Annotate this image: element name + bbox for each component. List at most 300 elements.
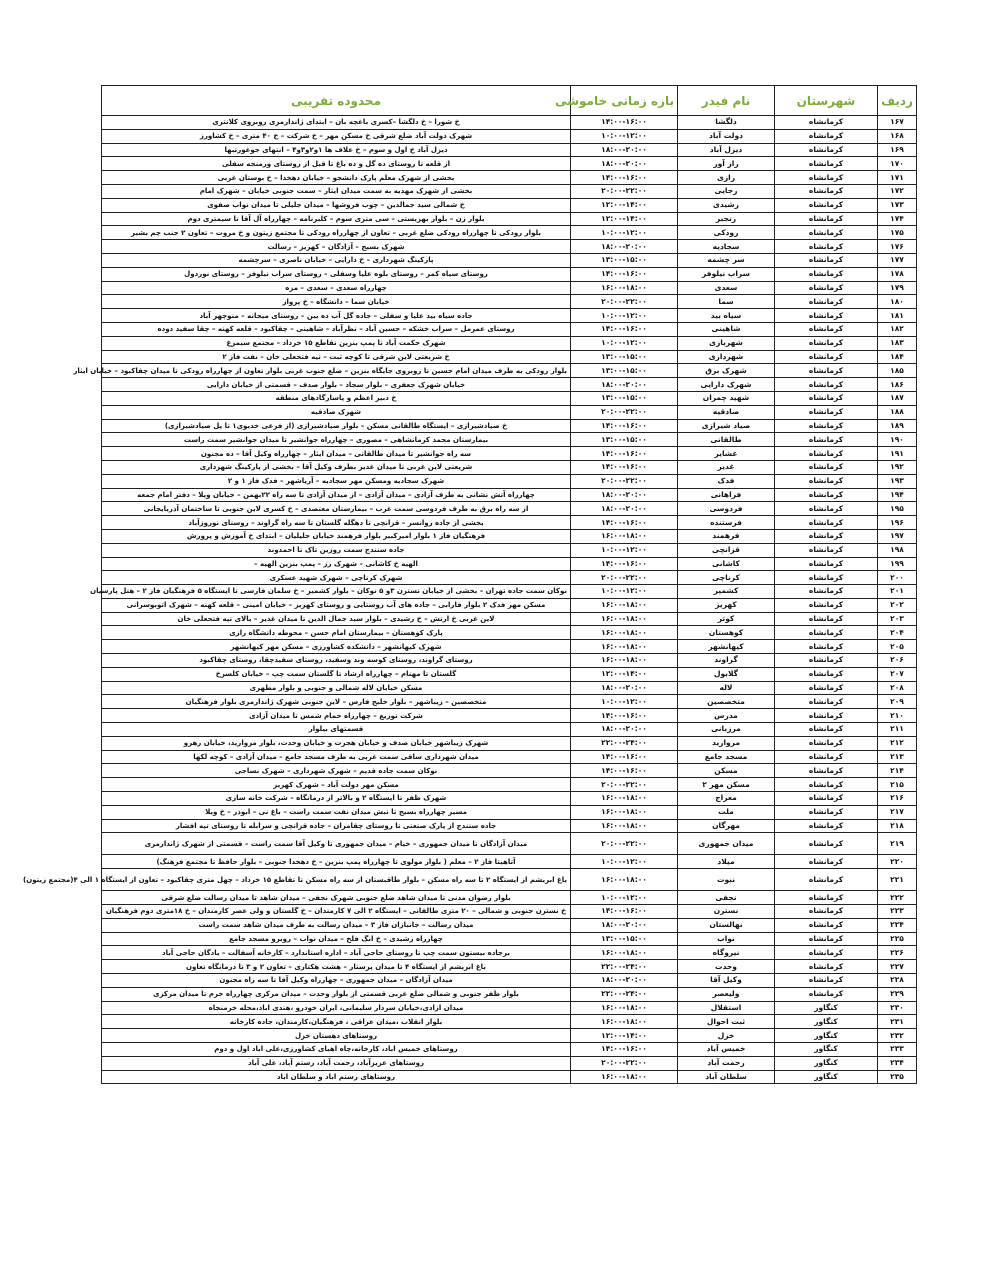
city-cell: کرمانشاه (775, 405, 878, 419)
time-cell: ۱۰:۰۰-۱۲:۰۰ (571, 543, 678, 557)
row-number-cell: ۱۸۴ (878, 350, 917, 364)
area-cell: از سه راه برق به طرف فردوسی سمت غرب – بیمارستان معتضدی – خ کسری لاین جنوبی تا ساختمان آذربایجانی (102, 502, 571, 516)
area-cell: بلوار انقلاب ،میدان عراقی ، فرهنگیان،کارمندان، جاده کارخانه (102, 1015, 571, 1029)
row-number-cell: ۲۱۶ (878, 792, 917, 806)
table-row (102, 869, 917, 891)
feeder-cell: رشیدی (678, 198, 775, 212)
row-number-cell: ۱۷۰ (878, 157, 917, 171)
row-number-cell: ۱۹۵ (878, 502, 917, 516)
row-number-cell: ۲۳۳ (878, 1043, 917, 1057)
feeder-cell: کشمیر (678, 585, 775, 599)
area-cell: برجاده بیستون سمت چپ تا روستای حاجی آباد – اداره استاندارد – کارخانه آسفالت – بادگان حاجی آباد (102, 946, 571, 960)
city-cell: کرمانشاه (775, 750, 878, 764)
area-cell: بلوار رضوان مدنی تا میدان شاهد ضلع جنوبی شهرک نجفی – میدان شاهد تا میدان رسالت ضلع شرقی (102, 891, 571, 905)
table-row (102, 460, 917, 474)
table-row (102, 709, 917, 723)
table-row (102, 987, 917, 1001)
area-cell: شهرک سجادیه ومسکن مهر سجادیه – آریاشهر – فدک فاز ۱ و ۲ (102, 474, 571, 488)
time-cell: ۱۴:۰۰-۱۶:۰۰ (571, 557, 678, 571)
table-row (102, 598, 917, 612)
city-cell: کرمانشاه (775, 226, 878, 240)
time-cell: ۱۶:۰۰-۱۸:۰۰ (571, 626, 678, 640)
table-row (102, 116, 917, 130)
city-cell: کرمانشاه (775, 460, 878, 474)
row-number-cell: ۲۲۸ (878, 974, 917, 988)
time-cell: ۱۳:۰۰-۱۵:۰۰ (571, 433, 678, 447)
area-cell: شهرک صادقیه (102, 405, 571, 419)
feeder-cell: رجایی (678, 184, 775, 198)
area-cell: مسکن مهر فدک ۲ بلوار فارابی – جاده های آب روستایی و روستای کهریز – خیابان امینی – قلعه کهنه – شهرک اتوبوسرانی (102, 598, 571, 612)
feeder-cell: مسجد جامع (678, 750, 775, 764)
city-cell: کرمانشاه (775, 157, 878, 171)
area-cell: روستاهای دهستان خزل (102, 1029, 571, 1043)
city-cell: کرمانشاه (775, 240, 878, 254)
time-cell: ۱۸:۰۰-۲۰:۰۰ (571, 681, 678, 695)
feeder-cell: سما (678, 295, 775, 309)
area-cell: نوکان سمت جاده قدیم – شهرک شهرداری – شهرک نساجی (102, 764, 571, 778)
table-row (102, 792, 917, 806)
city-cell: کرمانشاه (775, 516, 878, 530)
feeder-cell: رودکی (678, 226, 775, 240)
area-cell: شهرک ظفر تا ایستگاه ۲ و بالاتر از درمانگاه – شرکت خانه سازی (102, 792, 571, 806)
city-cell: کرمانشاه (775, 792, 878, 806)
table-row (102, 516, 917, 530)
feeder-cell: مسکن مهر ۲ (678, 778, 775, 792)
time-cell: ۲۰:۰۰-۲۲:۰۰ (571, 474, 678, 488)
area-cell: باغ ابریشم از ایستگاه ۲ تا سه راه مسکن – بلوار طاقبستان از سه راه مسکن تا تقاطع ۱۵ خرداد – چهل متری چقاکبود – تعاون از ایستگاه ۱ الی ۴(مجتمع زیتون) (102, 869, 571, 891)
feeder-cell: صادقیه (678, 405, 775, 419)
feeder-cell: صیاد شیرازی (678, 419, 775, 433)
feeder-cell: نبوت (678, 869, 775, 891)
feeder-cell: ولیعصر (678, 987, 775, 1001)
city-cell: کرمانشاه (775, 626, 878, 640)
row-number-cell: ۲۰۲ (878, 598, 917, 612)
row-number-cell: ۱۹۴ (878, 488, 917, 502)
city-cell: کرمانشاه (775, 723, 878, 737)
table-row (102, 819, 917, 833)
city-cell: کرمانشاه (775, 364, 878, 378)
feeder-cell: نهالستان (678, 918, 775, 932)
feeder-cell: قزانچی (678, 543, 775, 557)
time-cell: ۱۸:۰۰-۲۰:۰۰ (571, 918, 678, 932)
city-cell: کرمانشاه (775, 529, 878, 543)
time-cell: ۱۴:۰۰-۱۶:۰۰ (571, 322, 678, 336)
time-cell: ۱۲:۰۰-۱۴:۰۰ (571, 667, 678, 681)
time-cell: ۱۴:۰۰-۱۶:۰۰ (571, 905, 678, 919)
feeder-cell: سلطان آباد (678, 1070, 775, 1084)
city-cell: کرمانشاه (775, 778, 878, 792)
city-cell: کنگاور (775, 1056, 878, 1070)
city-cell: کرمانشاه (775, 419, 878, 433)
feeder-cell: مدرس (678, 709, 775, 723)
time-cell: ۲۰:۰۰-۲۲:۰۰ (571, 184, 678, 198)
time-cell: ۱۶:۰۰-۱۸:۰۰ (571, 1070, 678, 1084)
row-number-cell: ۲۱۹ (878, 833, 917, 855)
city-cell: کرمانشاه (775, 433, 878, 447)
area-cell: روستاهای رستم اباد و سلطان اباد (102, 1070, 571, 1084)
feeder-cell: نواب (678, 932, 775, 946)
row-number-cell: ۱۷۸ (878, 267, 917, 281)
table-row (102, 1029, 917, 1043)
table-row (102, 1043, 917, 1057)
time-cell: ۱۴:۰۰-۱۶:۰۰ (571, 709, 678, 723)
area-cell: آتاهیتا فاز ۲ – معلم ( بلوار مولوی تا چهارراه پمپ بنزین – خ دهخدا جنوبی – بلوار حافظ تا مجتمع فرهنگ) (102, 855, 571, 869)
feeder-cell: رازی (678, 171, 775, 185)
feeder-cell: رحمت آباد (678, 1056, 775, 1070)
city-cell: کرمانشاه (775, 571, 878, 585)
table-row (102, 502, 917, 516)
row-number-cell: ۲۲۰ (878, 855, 917, 869)
row-number-cell: ۲۲۳ (878, 905, 917, 919)
time-cell: ۱۶:۰۰-۱۸:۰۰ (571, 281, 678, 295)
area-cell: الهیه خ کاشانی – شهرک رز – پمپ بنزین الهیه – (102, 557, 571, 571)
time-cell: ۱۶:۰۰-۱۸:۰۰ (571, 805, 678, 819)
feeder-cell: کوهستان (678, 626, 775, 640)
time-cell: ۱۴:۰۰-۱۶:۰۰ (571, 171, 678, 185)
feeder-cell: گراوند (678, 654, 775, 668)
feeder-cell: کهریز (678, 598, 775, 612)
time-cell: ۱۳:۰۰-۱۵:۰۰ (571, 391, 678, 405)
time-cell: ۱۰:۰۰-۱۲:۰۰ (571, 309, 678, 323)
row-number-cell: ۱۹۱ (878, 447, 917, 461)
area-cell: چهارراه آتش نشانی به طرف آزادی – میدان آزادی – از میدان آزادی تا سه راه ۲۲بهمن – خیابان ویلا – دفتر امام جمعه (102, 488, 571, 502)
table-row (102, 488, 917, 502)
feeder-cell: فرهمند (678, 529, 775, 543)
area-cell: بخشی از جاده روانسر – قزانچی تا دهگله گلستان تا سه راه گراوند – روستای نوروزآباد (102, 516, 571, 530)
row-number-cell: ۱۹۷ (878, 529, 917, 543)
time-cell: ۱۶:۰۰-۱۸:۰۰ (571, 654, 678, 668)
table-row (102, 960, 917, 974)
time-cell: ۱۸:۰۰-۲۰:۰۰ (571, 723, 678, 737)
time-cell: ۱۶:۰۰-۱۸:۰۰ (571, 792, 678, 806)
area-cell: فرهنگیان فاز ۱ بلوار امیرکبیر بلوار فرهمند خیابان جلیلیان – ابتدای خ آموزش و پرورش (102, 529, 571, 543)
table-row (102, 157, 917, 171)
area-cell: خ دبیر اعظم و پاسارگادهای منطقه (102, 391, 571, 405)
table-row (102, 143, 917, 157)
city-cell: کرمانشاه (775, 833, 878, 855)
area-cell: خ صیادشیرازی – ایستگاه طالقانی مسکن – بلوار صیادشیرازی (از فرعی خدیوی۱ تا پل صیادشیرازی) (102, 419, 571, 433)
row-number-cell: ۲۱۲ (878, 736, 917, 750)
table-row (102, 267, 917, 281)
row-number-cell: ۱۹۳ (878, 474, 917, 488)
time-cell: ۱۶:۰۰-۱۸:۰۰ (571, 529, 678, 543)
time-cell: ۲۲:۰۰-۲۴:۰۰ (571, 736, 678, 750)
feeder-cell: وکیل آقا (678, 974, 775, 988)
feeder-cell: دولت آباد (678, 129, 775, 143)
feeder-cell: سراب نیلوفر (678, 267, 775, 281)
feeder-cell: فراهانی (678, 488, 775, 502)
table-row (102, 905, 917, 919)
row-number-cell: ۲۰۳ (878, 612, 917, 626)
row-number-cell: ۱۸۰ (878, 295, 917, 309)
area-cell: شهرک کیهانشهر – دانشکده کشاورزی – مسکن مهر کیهانشهر (102, 640, 571, 654)
time-cell: ۲۲:۰۰-۲۴:۰۰ (571, 960, 678, 974)
city-cell: کرمانشاه (775, 891, 878, 905)
area-cell: بلوار زن – بلوار بهزیستی – سی متری سوم – کلبرنامه – چهارراه آل آقا تا سیمتری دوم (102, 212, 571, 226)
city-cell: کرمانشاه (775, 987, 878, 1001)
feeder-cell: شهرداری (678, 350, 775, 364)
row-number-cell: ۲۲۴ (878, 918, 917, 932)
row-number-cell: ۲۱۸ (878, 819, 917, 833)
feeder-cell: مرزبانی (678, 723, 775, 737)
area-cell: میدان شهرداری ساقی سمت غربی به طرف مسجد جامع – میدان آزادی – کوچه لکها (102, 750, 571, 764)
area-cell: روستاهای عزیزآباد، رحمت آباد، رستم آباد، علی آباد (102, 1056, 571, 1070)
area-cell: بلوار رودکی تا چهارراه رودکی ضلع غربی – تعاون از چهارراه رودکی تا مجتمع زیتون و خ مروت – تعاون ۲ جنب چم بشیر (102, 226, 571, 240)
city-cell: کرمانشاه (775, 667, 878, 681)
feeder-cell: میلاد (678, 855, 775, 869)
table-row (102, 309, 917, 323)
city-cell: کرمانشاه (775, 946, 878, 960)
table-row (102, 750, 917, 764)
city-cell: کرمانشاه (775, 869, 878, 891)
time-cell: ۱۸:۰۰-۲۰:۰۰ (571, 974, 678, 988)
row-number-cell: ۱۶۷ (878, 116, 917, 130)
time-cell: ۱۸:۰۰-۲۰:۰۰ (571, 157, 678, 171)
table-row (102, 612, 917, 626)
feeder-cell: کرناچی (678, 571, 775, 585)
row-number-cell: ۲۲۹ (878, 987, 917, 1001)
header-area: محدوده تقریبی (102, 86, 571, 116)
table-row (102, 891, 917, 905)
feeder-cell: معراج (678, 792, 775, 806)
city-cell: کرمانشاه (775, 295, 878, 309)
table-row (102, 364, 917, 378)
table-row (102, 626, 917, 640)
area-cell: سه راه جوانشیر تا میدان طالقانی – میدان ایثار – چهارراه وکیل آقا – ده مجنون (102, 447, 571, 461)
area-cell: روستای سیاه کمر – روستای بلوه علیا وسفلی – روستای سراب نیلوفر – روستای نوردول (102, 267, 571, 281)
feeder-cell: طالقانی (678, 433, 775, 447)
city-cell: کرمانشاه (775, 805, 878, 819)
table-row (102, 419, 917, 433)
city-cell: کرمانشاه (775, 612, 878, 626)
city-cell: کرمانشاه (775, 378, 878, 392)
table-row (102, 378, 917, 392)
area-cell: بخشی از شهرک معلم پارک دانشجو – خیابان دهخدا – خ بوستان غربی (102, 171, 571, 185)
time-cell: ۲۲:۰۰-۲۴:۰۰ (571, 987, 678, 1001)
header-city: شهرستان (775, 86, 878, 116)
table-row (102, 1001, 917, 1015)
table-row (102, 391, 917, 405)
table-row (102, 129, 917, 143)
feeder-cell: شهربازی (678, 336, 775, 350)
row-number-cell: ۱۸۳ (878, 336, 917, 350)
feeder-cell: راز آور (678, 157, 775, 171)
time-cell: ۱۸:۰۰-۲۰:۰۰ (571, 240, 678, 254)
area-cell: چهارراه رشیدی – خ انگ فلخ – میدان نواب – روبرو مسجد جامع (102, 932, 571, 946)
area-cell: چهارراه سعدی – سعدی – مزه (102, 281, 571, 295)
feeder-cell: سعدی (678, 281, 775, 295)
time-cell: ۱۳:۰۰-۱۵:۰۰ (571, 932, 678, 946)
feeder-cell: گلابول (678, 667, 775, 681)
table-row (102, 695, 917, 709)
city-cell: کرمانشاه (775, 681, 878, 695)
time-cell: ۱۰:۰۰-۱۲:۰۰ (571, 695, 678, 709)
row-number-cell: ۲۱۱ (878, 723, 917, 737)
table-row (102, 295, 917, 309)
area-cell: پارک کوهستان – بیمارستان امام حسن – محوطه دانشگاه رازی (102, 626, 571, 640)
time-cell: ۲۰:۰۰-۲۲:۰۰ (571, 778, 678, 792)
table-row (102, 1056, 917, 1070)
time-cell: ۱۰:۰۰-۱۲:۰۰ (571, 891, 678, 905)
feeder-cell: سیاه بید (678, 309, 775, 323)
row-number-cell: ۲۳۰ (878, 1001, 917, 1015)
feeder-cell: لاله (678, 681, 775, 695)
city-cell: کرمانشاه (775, 350, 878, 364)
area-cell: از قلعه تا روستای ده گل و ده باغ تا قبل از روستای ورمنجه سفلی (102, 157, 571, 171)
table-row (102, 433, 917, 447)
time-cell: ۲۰:۰۰-۲۲:۰۰ (571, 295, 678, 309)
city-cell: کرمانشاه (775, 585, 878, 599)
table-row (102, 322, 917, 336)
row-number-cell: ۱۶۹ (878, 143, 917, 157)
header-feeder: نام فیدر (678, 86, 775, 116)
row-number-cell: ۱۶۸ (878, 129, 917, 143)
area-cell: روستای گراوند، روستای کوسه وند وسفید، روستای سفیدچقا، روستای چقاکبود (102, 654, 571, 668)
city-cell: کرمانشاه (775, 309, 878, 323)
feeder-cell: میدان جمهوری (678, 833, 775, 855)
time-cell: ۲۰:۰۰-۲۲:۰۰ (571, 571, 678, 585)
row-number-cell: ۲۰۵ (878, 640, 917, 654)
time-cell: ۱۴:۰۰-۱۶:۰۰ (571, 764, 678, 778)
city-cell: کرمانشاه (775, 336, 878, 350)
feeder-cell: استقلال (678, 1001, 775, 1015)
table-row (102, 946, 917, 960)
table-row (102, 974, 917, 988)
city-cell: کرمانشاه (775, 974, 878, 988)
area-cell: لاین غربی خ ارتش – خ رشیدی – بلوار سید جمال الدین تا میدان غدیر – بالای تپه فتحعلی خان (102, 612, 571, 626)
area-cell: دیزل آباد خ اول و سوم – خ علاف ها ۱و۲و۳و۴ – انتهای جوغورتبها (102, 143, 571, 157)
feeder-cell: دلگشا (678, 116, 775, 130)
area-cell: قسمتهای بیلوار (102, 723, 571, 737)
area-cell: بلوار رودکی به طرف میدان امام حسین تا روبروی جایگاه بنزین – ضلع جنوب غربی بلوار تعاون از چهارراه رودکی تا میدان چقاکبود – خیابان ایثار (102, 364, 571, 378)
feeder-cell: ثبت احوال (678, 1015, 775, 1029)
area-cell: خ شریعتی لاین شرقی تا کوچه ثبت – تیه فتحعلی خان – نفت فاز ۲ (102, 350, 571, 364)
city-cell: کرمانشاه (775, 198, 878, 212)
row-number-cell: ۲۲۶ (878, 946, 917, 960)
area-cell: شهرک بسیج – آزادگان – کهریز – رسالت (102, 240, 571, 254)
row-number-cell: ۱۸۶ (878, 378, 917, 392)
time-cell: ۱۴:۰۰-۱۶:۰۰ (571, 1043, 678, 1057)
city-cell: کرمانشاه (775, 488, 878, 502)
table-row (102, 350, 917, 364)
row-number-cell: ۲۱۳ (878, 750, 917, 764)
area-cell: میدان آزادگان – میدان جمهوری – چهارراه وکیل آقا تا سه راه مجنون (102, 974, 571, 988)
feeder-cell: خزل (678, 1029, 775, 1043)
row-number-cell: ۲۰۰ (878, 571, 917, 585)
feeder-cell: شهرک دارایی (678, 378, 775, 392)
area-cell: گلستان تا مهنام – چهارراه ارشاد تا گلستان سمت چپ – خیابان کلسرخ (102, 667, 571, 681)
row-number-cell: ۱۷۵ (878, 226, 917, 240)
row-number-cell: ۱۷۹ (878, 281, 917, 295)
city-cell: کرمانشاه (775, 391, 878, 405)
row-number-cell: ۲۲۲ (878, 891, 917, 905)
row-number-cell: ۲۰۴ (878, 626, 917, 640)
time-cell: ۱۴:۰۰-۱۶:۰۰ (571, 460, 678, 474)
area-cell: میدان آزادگان تا میدان جمهوری – خیام – میدان جمهوری تا وکیل آقا سمت راست – قسمتی از شهرک ژاندارمری (102, 833, 571, 855)
area-cell: خ شمالی سید جمالدین – چوب فروشها – میدان جلیلی تا میدان نواب صفوی (102, 198, 571, 212)
row-number-cell: ۲۰۷ (878, 667, 917, 681)
time-cell: ۱۲:۰۰-۱۴:۰۰ (571, 1029, 678, 1043)
feeder-cell: کاشانی (678, 557, 775, 571)
table-row (102, 212, 917, 226)
area-cell: جاده سیاه بید علیا و سفلی – جاده گل آب ده بین – روستای میجانه – منوچهر آباد (102, 309, 571, 323)
row-number-cell: ۲۰۹ (878, 695, 917, 709)
feeder-cell: خمیس آباد (678, 1043, 775, 1057)
city-cell: کنگاور (775, 1015, 878, 1029)
city-cell: کرمانشاه (775, 129, 878, 143)
table-row (102, 918, 917, 932)
table-row (102, 336, 917, 350)
row-number-cell: ۲۱۰ (878, 709, 917, 723)
table-row (102, 571, 917, 585)
time-cell: ۲۰:۰۰-۲۲:۰۰ (571, 833, 678, 855)
time-cell: ۱۶:۰۰-۱۸:۰۰ (571, 1015, 678, 1029)
row-number-cell: ۲۰۶ (878, 654, 917, 668)
table-row (102, 557, 917, 571)
time-cell: ۱۸:۰۰-۲۰:۰۰ (571, 143, 678, 157)
row-number-cell: ۲۳۴ (878, 1056, 917, 1070)
table-row (102, 585, 917, 599)
table-row (102, 543, 917, 557)
area-cell: روستای عمرمل – سراب خشکه – حسین آباد – نظرآباد – شاهینی – چقاکبود – قلعه کهنه – چقا سفید دوده (102, 322, 571, 336)
city-cell: کنگاور (775, 1070, 878, 1084)
city-cell: کرمانشاه (775, 143, 878, 157)
row-number-cell: ۱۷۳ (878, 198, 917, 212)
feeder-cell: فدک (678, 474, 775, 488)
feeder-cell: سجادیه (678, 240, 775, 254)
feeder-cell: نیروگاه (678, 946, 775, 960)
time-cell: ۱۰:۰۰-۱۲:۰۰ (571, 855, 678, 869)
area-cell: خیابان سما – دانشگاه – خ پرواز (102, 295, 571, 309)
row-number-cell: ۱۹۸ (878, 543, 917, 557)
table-row (102, 667, 917, 681)
time-cell: ۱۴:۰۰-۱۶:۰۰ (571, 267, 678, 281)
feeder-cell: متخصصین (678, 695, 775, 709)
table-row (102, 226, 917, 240)
city-cell: کرمانشاه (775, 960, 878, 974)
table-row (102, 253, 917, 267)
city-cell: کرمانشاه (775, 184, 878, 198)
feeder-cell: کیهانشهر (678, 640, 775, 654)
area-cell: شهرک حکمت آباد تا پمپ بنزین تقاطع ۱۵ خرداد – مجتمع سیمرغ (102, 336, 571, 350)
city-cell: کرمانشاه (775, 322, 878, 336)
city-cell: کرمانشاه (775, 212, 878, 226)
table-row (102, 529, 917, 543)
time-cell: ۱۰:۰۰-۱۲:۰۰ (571, 336, 678, 350)
row-number-cell: ۱۸۵ (878, 364, 917, 378)
area-cell: شهرک کرناچی – شهرک شهید عسکری (102, 571, 571, 585)
area-cell: مسکن مهر دولت آباد – شهرک کهریز (102, 778, 571, 792)
feeder-cell: وحدت (678, 960, 775, 974)
feeder-cell: غدیر (678, 460, 775, 474)
area-cell: شریعتی لاین غربی تا میدان غدیر بطرف وکیل آقا – بخشی از پارکینگ شهرداری (102, 460, 571, 474)
city-cell: کرمانشاه (775, 905, 878, 919)
row-number-cell: ۲۲۷ (878, 960, 917, 974)
city-cell: کرمانشاه (775, 709, 878, 723)
row-number-cell: ۲۲۵ (878, 932, 917, 946)
row-number-cell: ۱۹۹ (878, 557, 917, 571)
time-cell: ۱۶:۰۰-۱۸:۰۰ (571, 946, 678, 960)
outage-schedule-sheet (23, 85, 916, 1084)
time-cell: ۲۰:۰۰-۲۲:۰۰ (571, 405, 678, 419)
area-cell: مسیر چهارراه بسیج تا نبش میدان نفت سمت راست – باغ نی – ابوذر – خ ویلا (102, 805, 571, 819)
time-cell: ۱۶:۰۰-۱۸:۰۰ (571, 1001, 678, 1015)
feeder-cell: شهرک برق (678, 364, 775, 378)
area-cell: متخصصین – زیباشهر – بلوار خلیج فارس – لاین جنوبی شهرک ژاندارمری بلوار فرهنگیان (102, 695, 571, 709)
time-cell: ۲۰:۰۰-۲۲:۰۰ (571, 1056, 678, 1070)
city-cell: کرمانشاه (775, 918, 878, 932)
table-row (102, 447, 917, 461)
